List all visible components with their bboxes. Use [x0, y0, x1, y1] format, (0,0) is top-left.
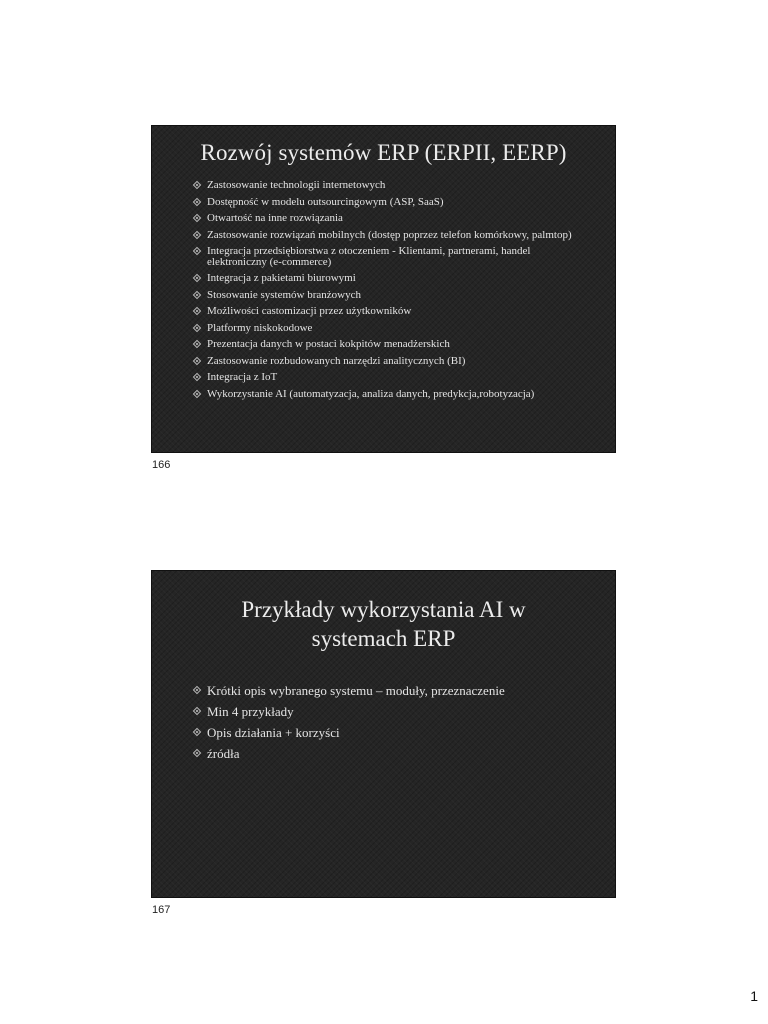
list-item — [192, 389, 585, 400]
bullet-text: Integracja z IoT — [207, 371, 278, 383]
diamond-bullet-icon — [193, 389, 201, 397]
list-item — [192, 683, 585, 698]
diamond-bullet-icon — [193, 197, 201, 205]
list-item — [192, 356, 585, 367]
diamond-bullet-icon — [193, 728, 201, 736]
bullet-text: Platformy niskokodowe — [207, 321, 313, 334]
diamond-bullet-icon — [193, 340, 201, 348]
list-item — [192, 704, 585, 719]
bullet-text: źródła — [207, 746, 240, 761]
list-item — [192, 323, 585, 334]
slide-166 — [151, 125, 616, 453]
bullet-text: Wykorzystanie AI (automatyzacja, analiza danych, predykcja,robotyzacja) — [207, 387, 535, 400]
diamond-bullet-icon — [193, 373, 201, 381]
diamond-bullet-icon — [193, 230, 201, 238]
list-item — [192, 230, 585, 241]
diamond-bullet-icon — [193, 707, 201, 715]
diamond-bullet-icon — [193, 356, 201, 364]
bullet-list — [192, 683, 585, 767]
list-item — [192, 306, 585, 317]
list-item — [192, 213, 585, 224]
list-item — [192, 290, 585, 301]
slide-title: Rozwój systemów ERP (ERPII, EERP) — [200, 140, 567, 165]
list-item — [192, 197, 585, 208]
diamond-bullet-icon — [193, 214, 201, 222]
bullet-text: Zastosowanie rozbudowanych narzędzi analitycznych (BI) — [207, 354, 466, 367]
diamond-bullet-icon — [193, 274, 201, 282]
list-item — [192, 180, 585, 191]
bullet-text: Otwartość na inne rozwiązania — [207, 212, 343, 224]
slide-title-line: Przykłady wykorzystania AI w — [241, 597, 526, 622]
slide-title — [152, 595, 615, 653]
diamond-bullet-icon — [193, 749, 201, 757]
diamond-bullet-icon — [193, 290, 201, 298]
bullet-text: Krótki opis wybranego systemu – moduły, przeznaczenie — [207, 683, 505, 698]
bullet-text: Min 4 przykłady — [207, 704, 294, 719]
slide-number: 167 — [152, 904, 171, 916]
diamond-bullet-icon — [193, 686, 201, 694]
bullet-text: Zastosowanie technologii internetowych — [207, 179, 386, 191]
slide-167 — [151, 570, 616, 898]
diamond-bullet-icon — [193, 323, 201, 331]
list-item — [192, 725, 585, 740]
slide-number: 166 — [152, 459, 171, 471]
bullet-text: Dostępność w modelu outsourcingowym (ASP, SaaS) — [207, 195, 444, 208]
list-item — [192, 339, 585, 350]
bullet-text: Prezentacja danych w postaci kokpitów menadżerskich — [207, 338, 450, 350]
bullet-text: Opis działania + korzyści — [207, 725, 340, 740]
list-item — [192, 246, 585, 267]
bullet-text: Stosowanie systemów branżowych — [207, 288, 361, 301]
bullet-text: Zastosowanie rozwiązań mobilnych (dostęp poprzez telefon komórkowy, palmtop) — [207, 228, 572, 241]
diamond-bullet-icon — [193, 247, 201, 255]
list-item — [192, 746, 585, 761]
list-item — [192, 372, 585, 383]
bullet-text: Możliwości castomizacji przez użytkowników — [207, 305, 412, 317]
list-item — [192, 273, 585, 284]
diamond-bullet-icon — [193, 307, 201, 315]
page-number: 1 — [750, 988, 758, 1004]
bullet-list — [192, 180, 585, 405]
bullet-text: Integracja przedsiębiorstwa z otoczeniem - Klientami, partnerami, handel elektroniczny (e-commerce) — [207, 245, 531, 268]
slide-title-line: systemach ERP — [311, 626, 456, 651]
bullet-text: Integracja z pakietami biurowymi — [207, 272, 356, 284]
diamond-bullet-icon — [193, 181, 201, 189]
